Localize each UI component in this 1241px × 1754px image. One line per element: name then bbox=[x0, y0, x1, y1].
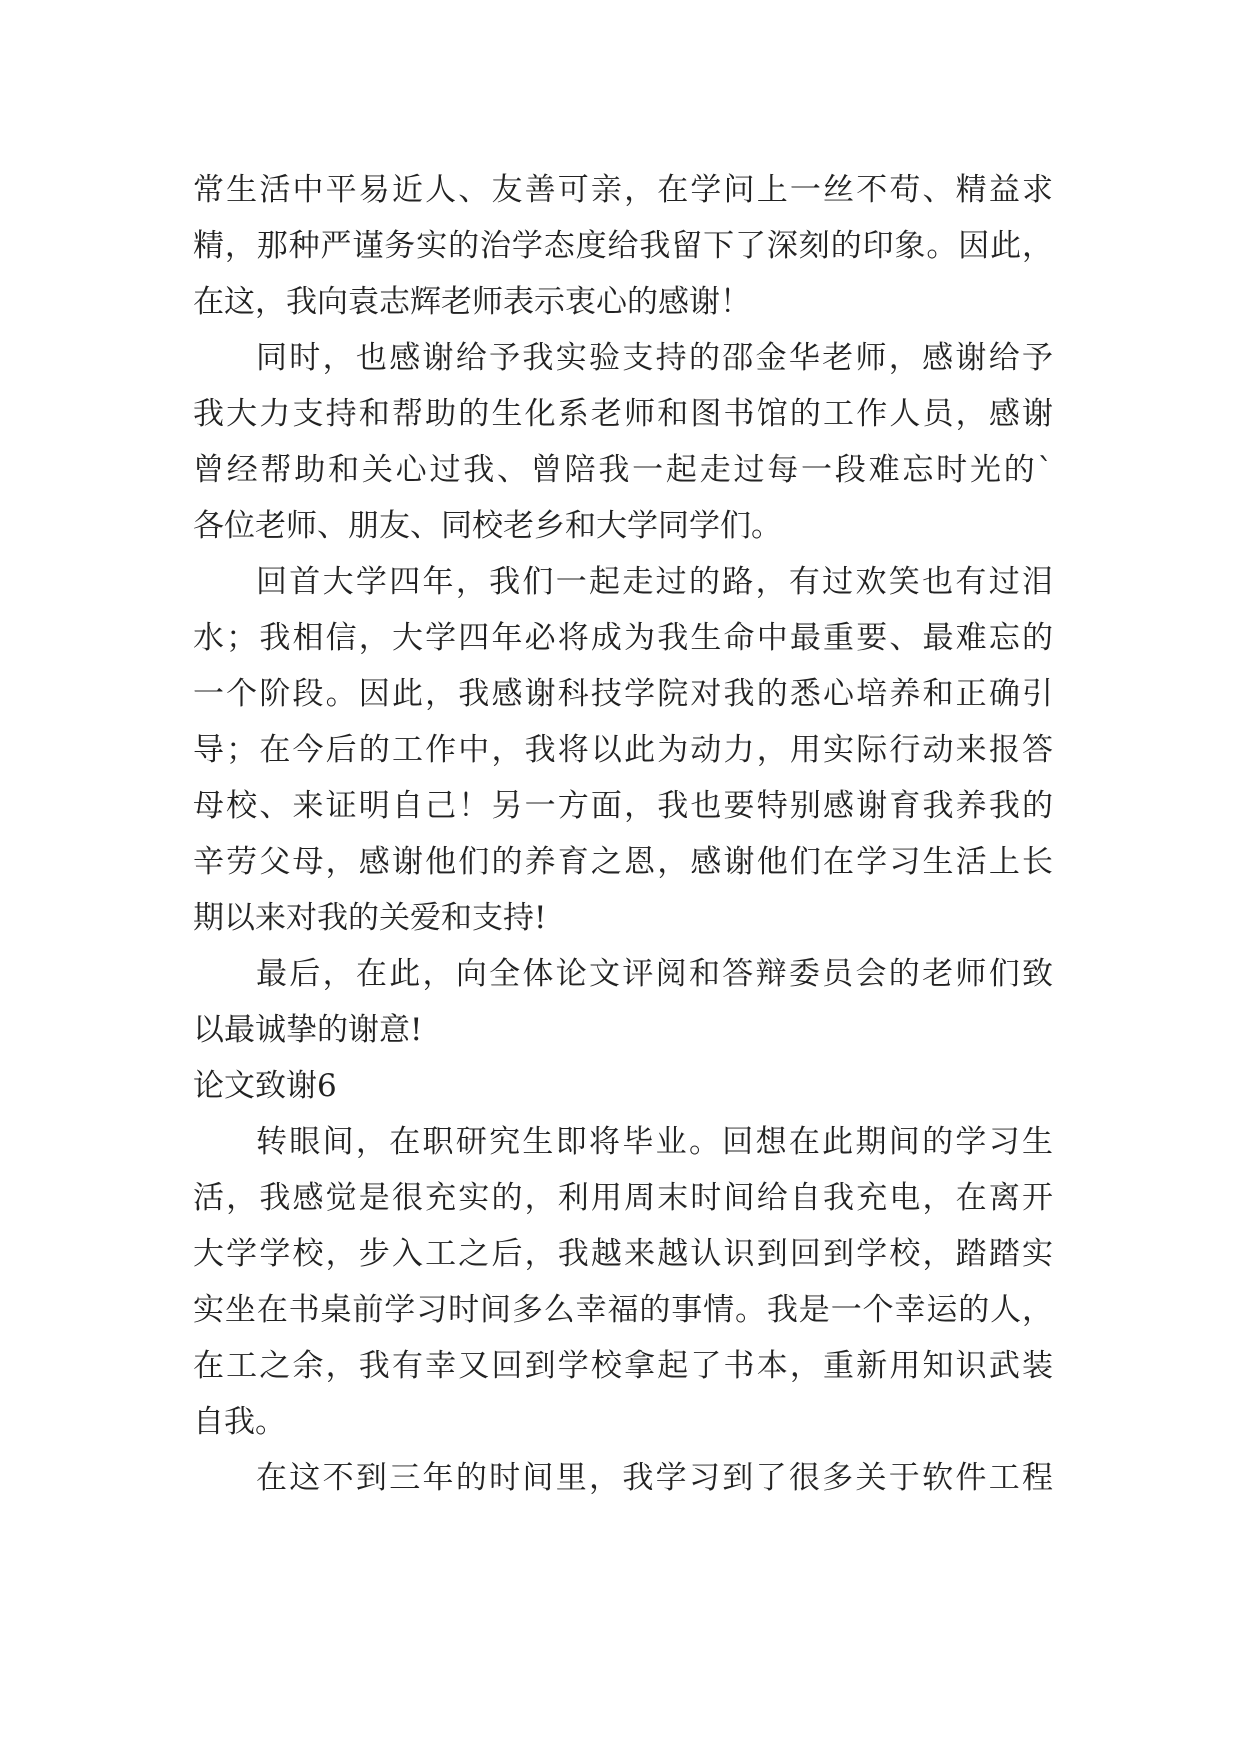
paragraph-first-line: 转眼间，在职研究生即将毕业。回想在此期间的学习生 bbox=[256, 1124, 1053, 1160]
text-line: 母校、来证明自己！另一方面，我也要特别感谢育我养我的 bbox=[193, 788, 1053, 824]
text-line: 以最诚挚的谢意! bbox=[193, 1012, 423, 1048]
text-line: 常生活中平易近人、友善可亲，在学问上一丝不苟、精益求 bbox=[193, 172, 1053, 208]
text-line: 活，我感觉是很充实的，利用周末时间给自我充电，在离开 bbox=[193, 1180, 1053, 1216]
text-line: 曾经帮助和关心过我、曾陪我一起走过每一段难忘时光的` bbox=[193, 452, 1053, 488]
text-line: 实坐在书桌前学习时间多么幸福的事情。我是一个幸运的人， bbox=[193, 1292, 1053, 1328]
text-line: 水；我相信，大学四年必将成为我生命中最重要、最难忘的 bbox=[193, 620, 1053, 656]
paragraph-first-line: 最后，在此，向全体论文评阅和答辩委员会的老师们致 bbox=[256, 956, 1053, 992]
text-line: 自我。 bbox=[193, 1404, 286, 1440]
text-line: 辛劳父母，感谢他们的养育之恩，感谢他们在学习生活上长 bbox=[193, 844, 1053, 880]
paragraph-first-line: 同时，也感谢给予我实验支持的邵金华老师，感谢给予 bbox=[256, 340, 1053, 376]
text-line: 大学学校，步入工之后，我越来越认识到回到学校，踏踏实 bbox=[193, 1236, 1053, 1272]
text-line: 精，那种严谨务实的治学态度给我留下了深刻的印象。因此， bbox=[193, 228, 1053, 264]
section-heading: 论文致谢6 bbox=[193, 1068, 337, 1104]
paragraph-first-line: 在这不到三年的时间里，我学习到了很多关于软件工程 bbox=[256, 1460, 1053, 1496]
text-line: 在工之余，我有幸又回到学校拿起了书本，重新用知识武装 bbox=[193, 1348, 1053, 1384]
text-line: 我大力支持和帮助的生化系老师和图书馆的工作人员，感谢 bbox=[193, 396, 1053, 432]
text-line: 各位老师、朋友、同校老乡和大学同学们。 bbox=[193, 508, 782, 544]
text-line: 在这，我向袁志辉老师表示衷心的感谢！ bbox=[193, 284, 751, 320]
text-line: 一个阶段。因此，我感谢科技学院对我的悉心培养和正确引 bbox=[193, 676, 1053, 712]
text-line: 导；在今后的工作中，我将以此为动力，用实际行动来报答 bbox=[193, 732, 1053, 768]
text-line: 期以来对我的关爱和支持! bbox=[193, 900, 547, 936]
paragraph-first-line: 回首大学四年，我们一起走过的路，有过欢笑也有过泪 bbox=[256, 564, 1053, 600]
